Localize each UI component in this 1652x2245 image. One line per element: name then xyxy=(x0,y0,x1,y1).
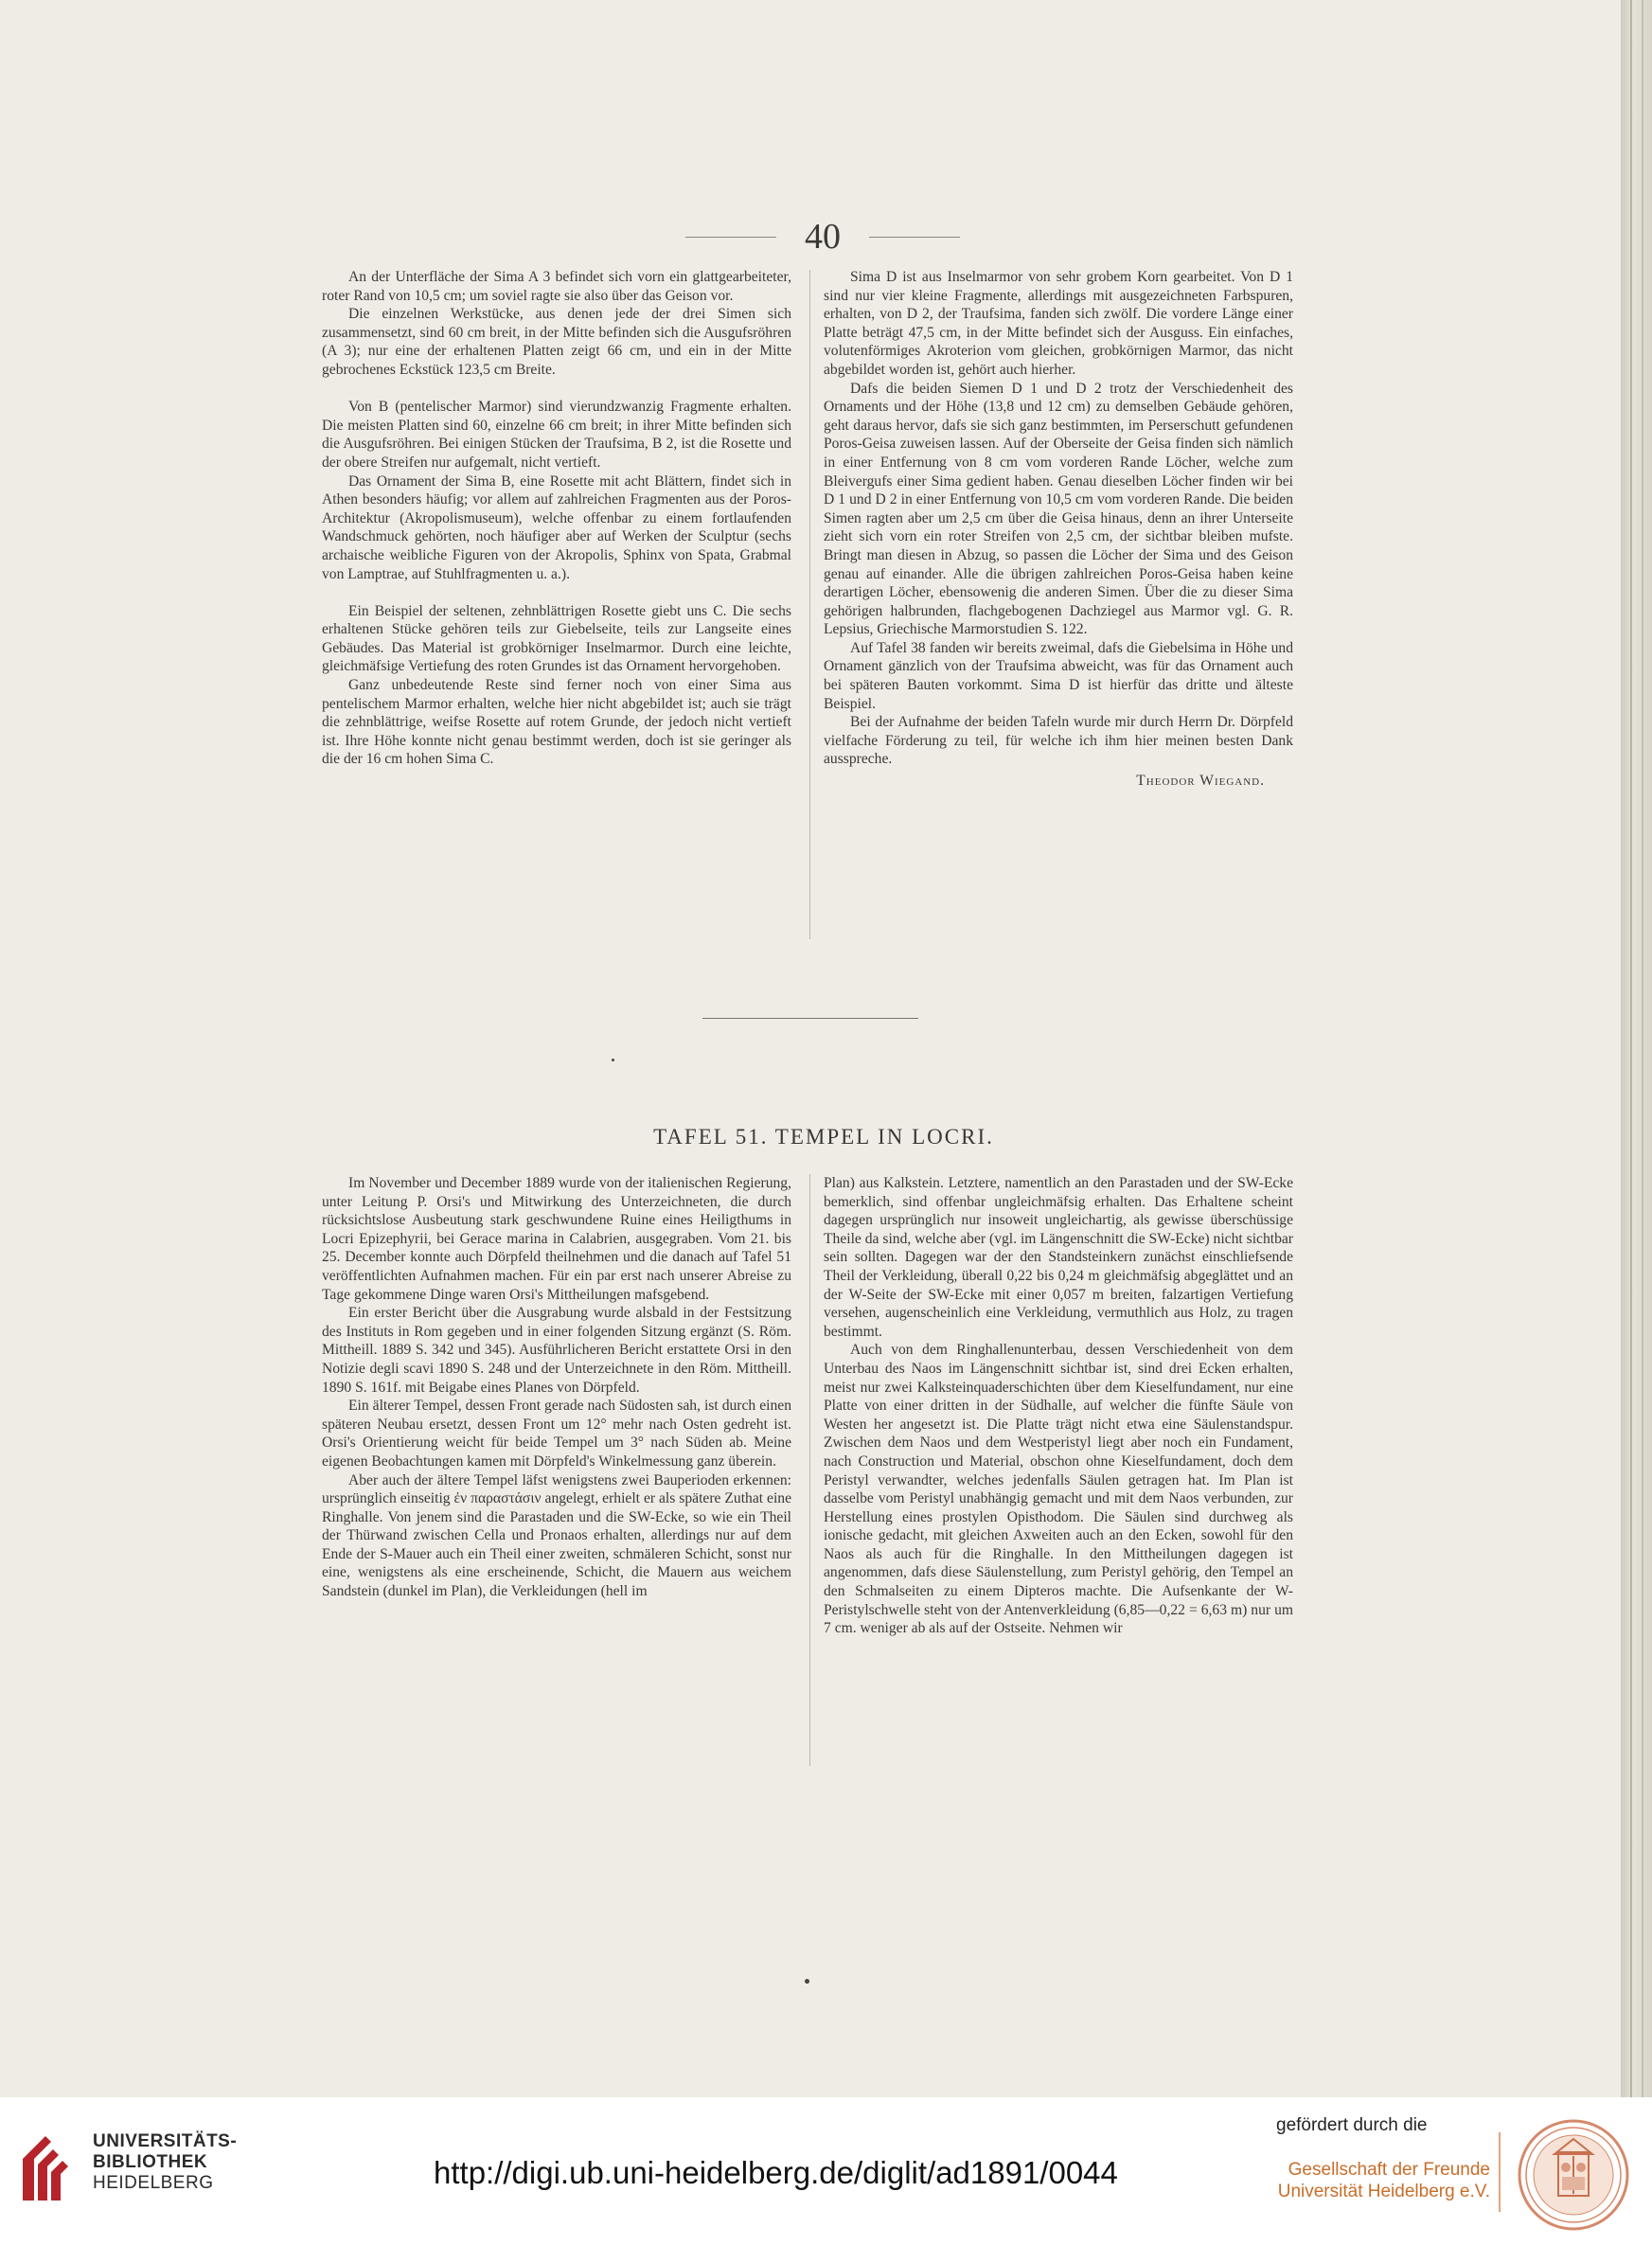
header-rule-left xyxy=(685,237,776,238)
library-name-line: HEIDELBERG xyxy=(93,2173,214,2193)
section-title: TAFEL 51. TEMPEL IN LOCRI. xyxy=(653,1125,994,1149)
paragraph: An der Unterfläche der Sima A 3 befindet sich vorn ein glattgearbeiteter, roter Rand von 10,5 cm; um soviel ragte sie also über das Geison vor. xyxy=(322,269,791,304)
header-rule-right xyxy=(869,237,960,238)
paragraph: Auch von dem Ringhallenunterbau, dessen Verschiedenheit von dem Unterbau des Naos im Längenschnitt sichtbar ist, sind drei Ecken erhalten, meist nur zwei Kalksteinquaderschichten über dem Kieselfundament, nur eine Platte von einer dritten in der Südhalle, auf welcher die fünfte Säule von Westen her angesetzt ist. Die Platte trägt nicht etwa eine Säulenstandspur. Zwischen dem Naos und dem Westperistyl liegt aber noch ein Fundament, nach Construction und Material, obschon ohne Kieselfundament, doch dem Peristyl verwandter, welches jedenfalls Säulen getragen hat. Im Plan ist dasselbe vom Peristyl unabhängig gemacht und mit dem Naos verbunden, zur Herstellung eines prostylen Opisthodom. Die Säulen sind durchweg als ionische gedacht, mit gleichen Axweiten auch an den Ecken, sowohl für den Naos als auch für die Ringhalle. In den Mittheilungen dagegen ist angenommen, dafs diese Säulenstellung, zum Peristyl gehörig, den Tempel an den Schmalseiten zu einem Dipteros machte. Die Aufsenkante der W-Peristylschwelle steht von der Antenverkleidung (6,85—0,22 = 6,63 m) nur um 7 cm. weniger ab als auf der Ostseite. Nehmen wir xyxy=(824,1342,1293,1637)
column-divider xyxy=(809,270,810,939)
paragraph: Das Ornament der Sima B, eine Rosette mit acht Blättern, findet sich in Athen besonders häufig; vor allem auf zahlreichen Fragmenten aus der Poros-Architektur (Akropolismuseum), welche offenbar zu einem fortlaufenden Wandschmuck gehörten, noch häufiger aber auf Werken der Sculptur (sechs archaische weibliche Figuren von der Akropolis, Sphinx von Spata, Grabmal von Lamptrae, auf Stuhlfragmenten u. a.). xyxy=(322,472,791,582)
sponsor-name-line: Universität Heidelberg e.V. xyxy=(1277,2182,1490,2201)
bottom-left-column xyxy=(322,1174,791,1601)
sponsor-divider xyxy=(1499,2132,1501,2212)
university-library-logo-icon xyxy=(19,2132,78,2204)
paragraph: Ein Beispiel der seltenen, zehnblättrigen Rosette giebt uns C. Die sechs erhaltenen Stücke gehören teils zur Giebelseite, teils zur Langseite eines Gebäudes. Das Material ist grobkörniger Inselmarmor. Durch eine leichte, gleichmäfsige Vertiefung des roten Grundes ist das Ornament hervorgehoben. xyxy=(322,602,791,675)
paragraph: Aber auch der ältere Tempel läfst wenigstens zwei Bauperioden erkennen: ursprünglich einseitig ἐν παραστάσιν angelegt, erhielt er als spätere Zuthat eine Ringhalle. Von jenem sind die Parastaden und die SW-Ecke, so wie ein Theil der Thürwand zwischen Cella und Pronaos erhalten, allerdings nur auf dem Ende der S-Mauer auch ein Theil einer zweiten, schmäleren Schicht, sonst nur eine, wenigstens als eine erscheinende, Schicht, die Mauern aus weichem Sandstein (dunkel im Plan), die Verkleidungen (hell im xyxy=(322,1471,791,1600)
top-right-column xyxy=(824,268,1293,791)
sponsor-name-line: Gesellschaft der Freunde xyxy=(1288,2160,1490,2180)
book-spine-edge xyxy=(1621,0,1652,2097)
paragraph: Ganz unbedeutende Reste sind ferner noch von einer Sima aus pentelischem Marmor erhalten, welche hier nicht abgebildet ist; auch sie trägt die zehnblättrige, weifse Rosette auf rotem Grunde, der jedoch nicht vertieft ist. Ihre Höhe konnte nicht genau bestimmt werden, doch ist sie geringer als die der 16 cm hohen Sima C. xyxy=(322,677,791,768)
paragraph: Von B (pentelischer Marmor) sind vierundzwanzig Fragmente erhalten. Die meisten Platten sind 60, einzelne 66 cm breit; in ihrer Mitte befinden sich die Ausgufsröhren. Bei einigen Stücken der Traufsima, B 2, ist die Rosette und der obere Streifen nur aufgemalt, nicht vertieft. xyxy=(322,399,791,471)
print-speck xyxy=(805,1979,809,1984)
top-left-column xyxy=(322,268,791,769)
paragraph: Die einzelnen Werkstücke, aus denen jede der drei Simen sich zusammensetzt, sind 60 cm breit, in der Mitte befinden sich die Ausgufsröhren (A 3); nur eine der erhaltenen Platten zeigt 66 cm, und ein in der Mitte gebrochenes Eckstück 123,5 cm Breite. xyxy=(322,306,791,378)
paragraph: Bei der Aufnahme der beiden Tafeln wurde mir durch Herrn Dr. Dörpfeld vielfache Förderung zu teil, für welche ich ihm hier meinen besten Dank ausspreche. xyxy=(824,714,1293,768)
library-name xyxy=(93,2131,237,2194)
print-speck xyxy=(612,1059,614,1061)
paragraph: Sima D ist aus Inselmarmor von sehr grobem Korn gearbeitet. Von D 1 sind nur vier kleine Fragmente, allerdings mit ausgezeichneten Farbspuren, erhalten, von D 2, der Traufsima, fanden sich zwölf. Die vordere Länge einer Platte beträgt 47,5 cm, in der Mitte befindet sich der Ausguss. Ein einfaches, volutenförmiges Akroterion vom gleichen, grobkörnigen Marmor, das nicht abgebildet worden ist, gehört auch hierher. xyxy=(824,269,1293,378)
library-name-line: BIBLIOTHEK xyxy=(93,2152,208,2172)
paragraph: Im November und December 1889 wurde von der italienischen Regierung, unter Leitung P. Orsi's und Mitwirkung des Unterzeichneten, die durch rücksichtslose Ausbeutung stark geschwundene Ruine eines Heiligthums in Locri Epizephyrii, bei Gerace marina in Calabrien, ausgegraben. Vom 21. bis 25. December konnte auch Dörpfeld theilnehmen und die danach auf Tafel 51 veröffentlichten Aufnahmen machen. Für ein par erst nach unserer Abreise zu Tage gekommene Dinge waren Orsi's Mittheilungen mafsgebend. xyxy=(322,1175,791,1303)
paragraph: Ein erster Bericht über die Ausgrabung wurde alsbald in der Festsitzung des Instituts in Rom gegeben und in einer folgenden Sitzung ergänzt (S. Röm. Mittheill. 1889 S. 342 und 345). Ausführlicheren Bericht erstattete Orsi in den Notizie degli scavi 1890 S. 248 und der Unterzeichnete in den Röm. Mittheill. 1890 S. 161f. mit Beigabe eines Planes von Dörpfeld. xyxy=(322,1305,791,1396)
source-url-link[interactable]: http://digi.ub.uni-heidelberg.de/diglit/ad1891/0044 xyxy=(434,2155,1118,2190)
column-divider xyxy=(809,1174,810,1766)
paragraph: Plan) aus Kalkstein. Letztere, namentlich an den Parastaden und der SW-Ecke bemerklich, sind offenbar ungleichmäfsig erhalten. Das Erhaltene scheint dagegen ursprünglich nur insoweit ungleichartig, als gewisse überschüssige Theile da sind, welche aber (vgl. im Längenschnitt die SW-Ecke) nicht sichtbar sein sollten. Dagegen war der den Standsteinkern zunächst einschliefsende Theil der Verkleidung, überall 0,22 bis 0,24 m gleichmäfsig abgeglättet und an der W-Seite der SW-Ecke mit einer 0,057 m breiten, falzartigen Vertiefung versehen, augenscheinlich eine Verkleidung, vermuthlich aus Holz, zu tragen bestimmt. xyxy=(824,1175,1293,1340)
section-separator-rule xyxy=(702,1018,918,1019)
paragraph: Dafs die beiden Siemen D 1 und D 2 trotz der Verschiedenheit des Ornaments und der Höhe (13,8 und 12 cm) zu demselben Gebäude gehören, geht daraus hervor, dafs sie sich ganz bestimmten, im Perserschutt gefundenen Poros-Geisa zuweisen lassen. Auf der Oberseite der Geisa finden sich nämlich in einer Entfernung von 8 cm vom vorderen Rande Löcher, welche zum Bleivergufs einer Sima gedient haben. Genau dieselben Löcher finden wir bei D 1 und D 2 in einer Entfernung von 10,5 cm vom vorderen Rande. Die beiden Simen ragten aber um 2,5 cm über die Geisa hinaus, denn an ihrer Unterseite zieht sich vorn ein roter Streifen von 2,5 cm, der sichtbar bleiben mufste. Bringt man diesen in Abzug, so passen die Löcher der Sima und des Geison genau auf einander. Alle die übrigen zahlreichen Poros-Geisa haben keine derartigen Löcher, ebensowenig die anderen Simen. Über die zu dieser Sima gehörigen halbrunden, flachgebogenen Dachziegel aus Marmor vgl. G. R. Lepsius, Griechische Marmorstudien S. 122. xyxy=(824,380,1293,638)
sponsor-block xyxy=(1272,2115,1490,2202)
page-number: 40 xyxy=(805,217,841,257)
university-seal-icon xyxy=(1517,2118,1630,2232)
sponsor-name xyxy=(1272,2159,1490,2202)
bottom-right-column xyxy=(824,1174,1293,1638)
page-number-header xyxy=(685,216,960,258)
spine-line xyxy=(1642,0,1643,2097)
library-name-line: UNIVERSITÄTS- xyxy=(93,2131,238,2151)
paragraph: Auf Tafel 38 fanden wir bereits zweimal, dafs die Giebelsima in Höhe und Ornament gänzlich von der Traufsima abweicht, was für das Ornament auch bei späteren Bauten vorkommt. Sima D ist hierfür das dritte und älteste Beispiel. xyxy=(824,639,1293,712)
paragraph: Ein älterer Tempel, dessen Front gerade nach Südosten sah, ist durch einen späteren Neubau ersetzt, dessen Front um 12° mehr nach Osten gedreht ist. Orsi's Orientierung weicht für beide Tempel um 3° nach Süden ab. Meine eigenen Beobachtungen kamen mit Dörpfeld's Winkelmessung ganz überein. xyxy=(322,1398,791,1470)
sponsor-label: gefördert durch die xyxy=(1276,2115,1428,2135)
spine-line xyxy=(1630,0,1632,2097)
author-signature: Theodor Wiegand. xyxy=(1136,773,1265,790)
